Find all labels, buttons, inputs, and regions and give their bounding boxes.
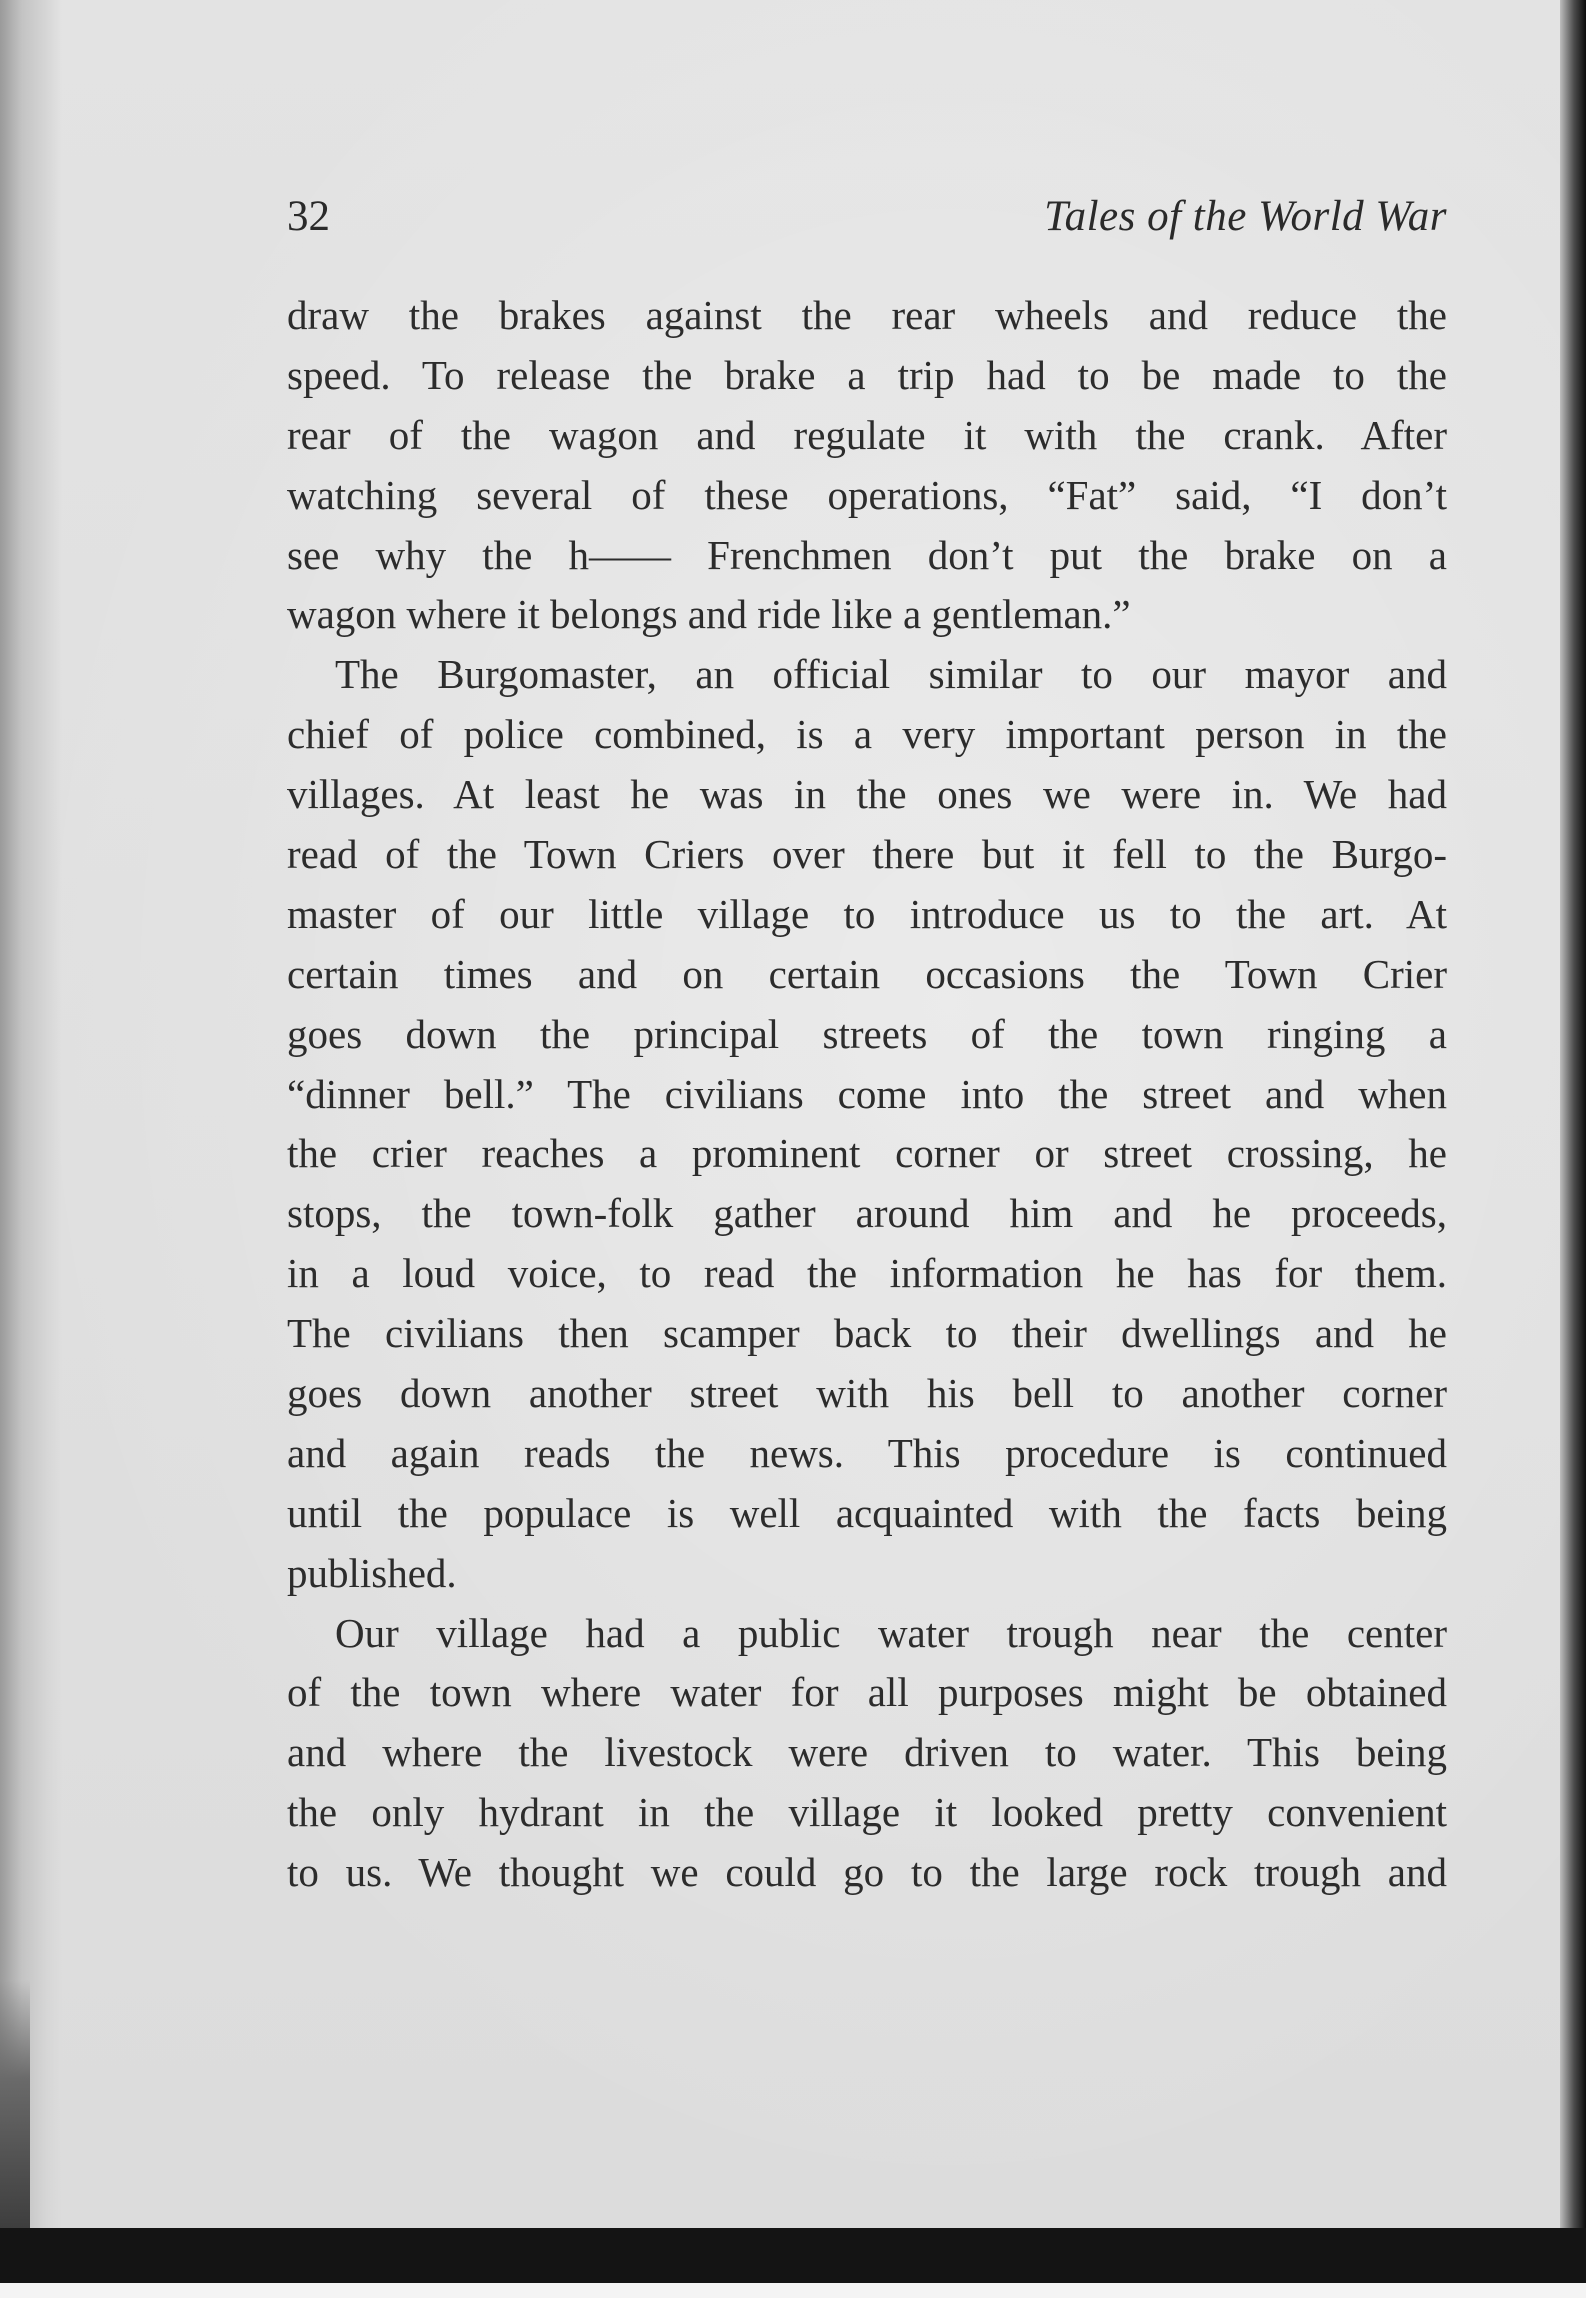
text-line: certain times and on certain occasions the Town Crier (287, 950, 1447, 997)
text-line: watching several of these operations, “Fat” said, “I don’t (287, 471, 1447, 518)
text-line: until the populace is well acquainted with the facts being (287, 1489, 1447, 1536)
text-line: the only hydrant in the village it looked pretty convenient (287, 1789, 1447, 1836)
text-line: the crier reaches a prominent corner or street crossing, he (287, 1130, 1447, 1177)
page-right-edge (1560, 0, 1586, 2298)
text-line: goes down another street with his bell to another corner (287, 1370, 1447, 1417)
paragraph-first-line: Our village had a public water trough near the center (335, 1609, 1447, 1656)
page-gutter-shadow (0, 0, 62, 2228)
text-line: in a loud voice, to read the information he has for them. (287, 1250, 1447, 1297)
body-text (287, 286, 1447, 1903)
text-line: published. (287, 1549, 457, 1596)
text-line: stops, the town-folk gather around him and he proceeds, (287, 1190, 1447, 1237)
scan-bottom-margin (0, 2283, 1586, 2298)
paragraph-first-line: The Burgomaster, an official similar to our mayor and (335, 651, 1447, 698)
scan-bottom-border (0, 2228, 1586, 2283)
page-number: 32 (287, 193, 330, 240)
text-line: The civilians then scamper back to their dwellings and he (287, 1310, 1447, 1357)
text-line: villages. At least he was in the ones we were in. We had (287, 771, 1447, 818)
text-line: and again reads the news. This procedure is continued (287, 1429, 1447, 1476)
text-line: see why the h—— Frenchmen don’t put the brake on a (287, 531, 1447, 578)
text-line: draw the brakes against the rear wheels and reduce the (287, 292, 1447, 338)
page-header (287, 182, 1447, 252)
text-line: “dinner bell.” The civilians come into the street and when (287, 1070, 1447, 1117)
page-gutter-dark-edge (0, 1980, 30, 2228)
text-line: speed. To release the brake a trip had to be made to the (287, 351, 1447, 398)
text-line: goes down the principal streets of the town ringing a (287, 1010, 1447, 1057)
text-line: and where the livestock were driven to water. This being (287, 1729, 1447, 1776)
text-line: of the town where water for all purposes might be obtained (287, 1669, 1447, 1716)
text-line: rear of the wagon and regulate it with the crank. After (287, 411, 1447, 458)
text-line: to us. We thought we could go to the large rock trough and (287, 1849, 1447, 1896)
text-line: chief of police combined, is a very important person in the (287, 711, 1447, 758)
running-title: Tales of the World War (1044, 193, 1447, 240)
text-line: master of our little village to introduce us to the art. At (287, 890, 1447, 937)
text-line: read of the Town Criers over there but it fell to the Burgo- (287, 831, 1447, 878)
text-line: wagon where it belongs and ride like a gentleman.” (287, 591, 1131, 638)
